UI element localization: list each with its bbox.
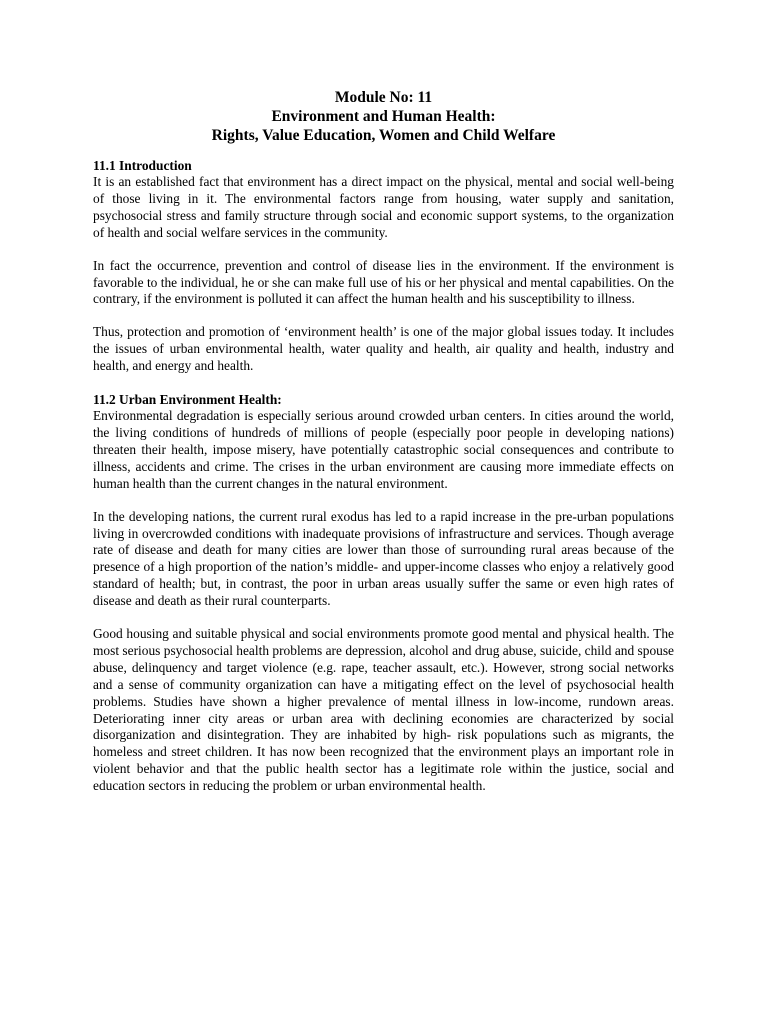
paragraph: Environmental degradation is especially serious around crowded urban centers. In cities around the world, the living conditions of hundreds of millions of people (especially poor people in developing nations) threaten their health, impose misery, have potentially catastrophic social consequences and contribute to illness, accidents and crime. The crises in the urban environment are causing more immediate effects on human health than the current changes in the natural environment. (93, 408, 674, 491)
section-heading: 11.2 Urban Environment Health: (93, 392, 282, 408)
paragraph: Good housing and suitable physical and social environments promote good mental and physical health. The most serious psychosocial health problems are depression, alcohol and drug abuse, suicide, child and spouse abuse, delinquency and target violence (e.g. rape, teacher assault, etc.). However, strong social networks and a sense of community organization can have a mitigating effect on the level of psychosocial health problems. Studies have shown a higher prevalence of mental illness in low-income, rundown areas. Deteriorating inner city areas or urban area with declining economies are characterized by social disorganization and disintegration. They are inhabited by high- risk populations such as migrants, the homeless and street children. It has now been recognized that the environment plays an important role in violent behavior and that the public health sector has a legitimate role within the justice, social and education sectors in reducing the problem or urban environmental health. (93, 626, 674, 794)
document-page (93, 88, 674, 811)
module-number: Module No: 11 (334, 89, 433, 106)
section-heading: 11.1 Introduction (93, 158, 192, 173)
paragraph: Thus, protection and promotion of ‘environment health’ is one of the major global issues today. It includes the issues of urban environmental health, water quality and health, air quality and health, industry and health, and energy and health. (93, 324, 674, 374)
section-introduction (93, 157, 674, 375)
paragraph: It is an established fact that environment has a direct impact on the physical, mental and social well-being of those living in it. The environmental factors range from housing, water supply and sanitation, psychosocial stress and family structure through social and economic support systems, to the organization of health and social welfare services in the community. (93, 174, 674, 240)
module-title (93, 88, 674, 145)
paragraph: In fact the occurrence, prevention and control of disease lies in the environment. If the environment is favorable to the individual, he or she can make full use of his or her physical and mental capabilities. On the contrary, if the environment is polluted it can affect the human health and his susceptibility to illness. (93, 257, 674, 307)
module-subject: Environment and Human Health: (271, 108, 496, 125)
section-urban-environment-health (93, 391, 674, 795)
paragraph: In the developing nations, the current rural exodus has led to a rapid increase in the pre-urban populations living in overcrowded conditions with inadequate provisions of infrastructure and services. Though average rate of disease and death for many cities are lower than those of surrounding rural areas because of the presence of a high proportion of the nation’s middle- and upper-income classes who enjoy a relatively good standard of health; but, in contrast, the poor in urban areas usually suffer the same or even high rates of disease and death as their rural counterparts. (93, 508, 674, 609)
module-topics: Rights, Value Education, Women and Child Welfare (211, 127, 556, 144)
